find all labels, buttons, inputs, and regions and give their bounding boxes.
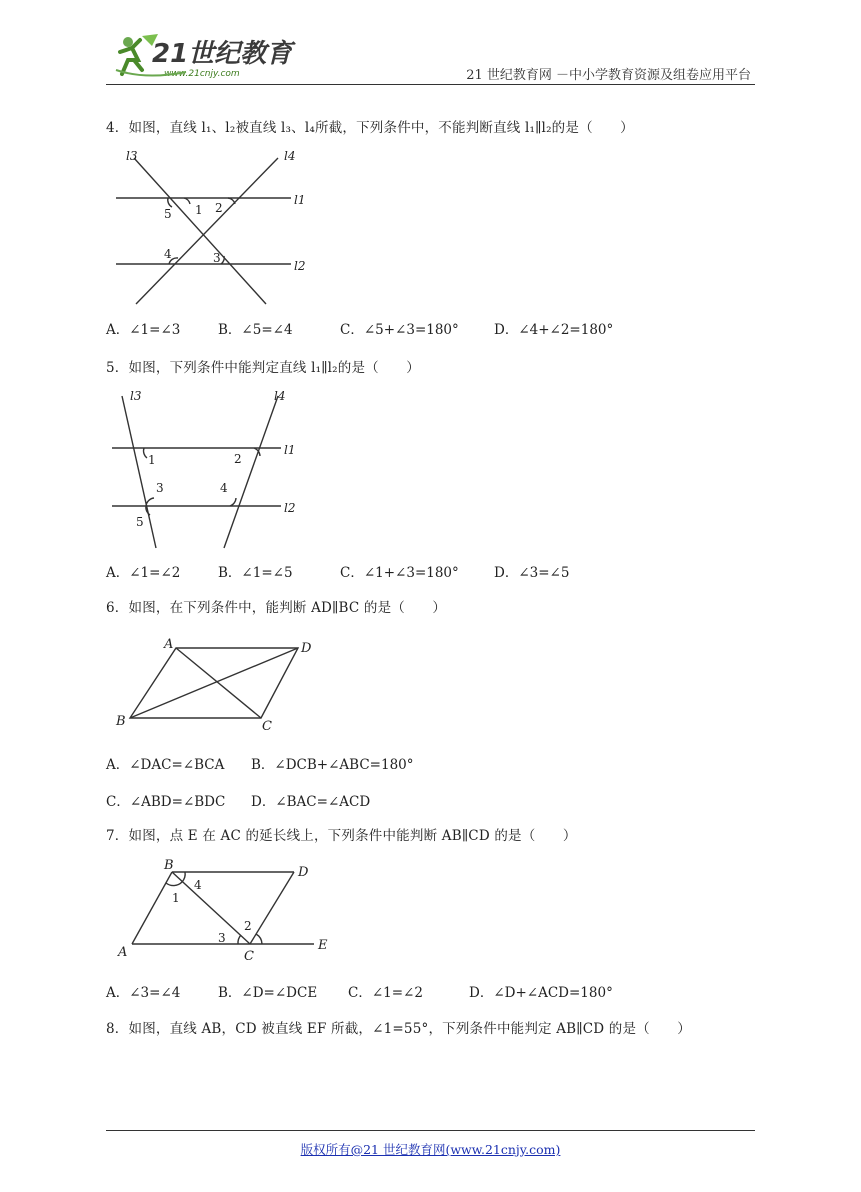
fig7-angle-1: 1 bbox=[172, 891, 180, 905]
question-6-option-b: B．∠DCB+∠ABC=180° bbox=[251, 757, 414, 773]
question-7-stem: 7．如图，点 E 在 AC 的延长线上，下列条件中能判断 AB∥CD 的是（ ） bbox=[106, 828, 577, 844]
fig7-label-d: D bbox=[298, 865, 309, 880]
question-4-option-c: C．∠5+∠3=180° bbox=[340, 322, 459, 338]
fig4-angle-4: 4 bbox=[164, 247, 172, 261]
fig4-label-l3: l3 bbox=[126, 149, 138, 163]
footer-copyright-link[interactable]: 版权所有@21 世纪教育网(www.21cnjy.com) bbox=[300, 1142, 561, 1157]
question-4-option-b: B．∠5=∠4 bbox=[218, 322, 293, 338]
question-5-stem: 5．如图，下列条件中能判定直线 l₁∥l₂的是（ ） bbox=[106, 360, 420, 376]
fig6-label-d: D bbox=[301, 641, 312, 656]
footer-copyright[interactable] bbox=[0, 1140, 861, 1158]
fig6-label-c: C bbox=[262, 719, 272, 734]
question-6-stem: 6．如图，在下列条件中，能判断 AD∥BC 的是（ ） bbox=[106, 600, 447, 616]
fig4-angle-1: 1 bbox=[195, 203, 203, 217]
fig5-angle-2: 2 bbox=[234, 452, 242, 466]
fig5-angle-4: 4 bbox=[220, 481, 228, 495]
question-5-option-a: A．∠1=∠2 bbox=[106, 565, 181, 581]
question-4-figure bbox=[106, 146, 316, 310]
fig7-label-c: C bbox=[244, 949, 254, 964]
question-7-option-c: C．∠1=∠2 bbox=[348, 985, 423, 1001]
header-divider bbox=[106, 84, 755, 85]
fig7-label-b: B bbox=[164, 858, 174, 873]
question-6-figure bbox=[106, 630, 326, 739]
fig5-label-l2: l2 bbox=[284, 501, 296, 515]
question-7-figure bbox=[106, 852, 346, 968]
question-5-option-c: C．∠1+∠3=180° bbox=[340, 565, 459, 581]
header-site-text: 21 世纪教育网 －中小学教育资源及组卷应用平台 bbox=[466, 68, 751, 83]
fig5-angle-1: 1 bbox=[148, 453, 156, 467]
question-5-option-b: B．∠1=∠5 bbox=[218, 565, 293, 581]
fig7-angle-2: 2 bbox=[244, 919, 252, 933]
question-6-option-c: C．∠ABD=∠BDC bbox=[106, 794, 226, 810]
fig4-label-l4: l4 bbox=[284, 149, 296, 163]
fig6-label-a: A bbox=[164, 637, 174, 652]
fig4-label-l2: l2 bbox=[294, 259, 306, 273]
fig5-angle-5: 5 bbox=[136, 515, 144, 529]
fig7-angle-3: 3 bbox=[218, 931, 226, 945]
question-8-stem: 8．如图，直线 AB，CD 被直线 EF 所截，∠1=55°，下列条件中能判定 AB∥CD 的是（ ） bbox=[106, 1021, 691, 1037]
site-logo bbox=[106, 30, 296, 82]
question-6-option-d: D．∠BAC=∠ACD bbox=[251, 794, 371, 810]
question-4-option-d: D．∠4+∠2=180° bbox=[494, 322, 614, 338]
fig5-label-l4: l4 bbox=[274, 389, 286, 403]
fig5-label-l3: l3 bbox=[130, 389, 142, 403]
question-5-figure bbox=[106, 386, 316, 555]
fig7-label-a: A bbox=[118, 945, 128, 960]
fig5-angle-3: 3 bbox=[156, 481, 164, 495]
fig4-angle-2: 2 bbox=[215, 201, 223, 215]
question-5-option-d: D．∠3=∠5 bbox=[494, 565, 570, 581]
fig7-label-e: E bbox=[318, 938, 328, 953]
fig6-label-b: B bbox=[116, 714, 126, 729]
logo-text: 21世纪教育 bbox=[152, 39, 293, 69]
question-4-option-a: A．∠1=∠3 bbox=[106, 322, 181, 338]
fig4-angle-5: 5 bbox=[164, 207, 172, 221]
logo-url: www.21cnjy.com bbox=[164, 69, 240, 79]
question-7-option-d: D．∠D+∠ACD=180° bbox=[469, 985, 613, 1001]
footer-divider bbox=[106, 1130, 755, 1131]
question-6-option-a: A．∠DAC=∠BCA bbox=[106, 757, 225, 773]
question-7-option-b: B．∠D=∠DCE bbox=[218, 985, 318, 1001]
fig4-angle-3: 3 bbox=[213, 251, 221, 265]
fig7-angle-4: 4 bbox=[194, 878, 202, 892]
fig4-label-l1: l1 bbox=[294, 193, 306, 207]
question-7-option-a: A．∠3=∠4 bbox=[106, 985, 181, 1001]
fig5-label-l1: l1 bbox=[284, 443, 296, 457]
question-4-stem: 4．如图，直线 l₁、l₂被直线 l₃、l₄所截，下列条件中，不能判断直线 l₁∥l₂的是（ ） bbox=[106, 120, 634, 136]
